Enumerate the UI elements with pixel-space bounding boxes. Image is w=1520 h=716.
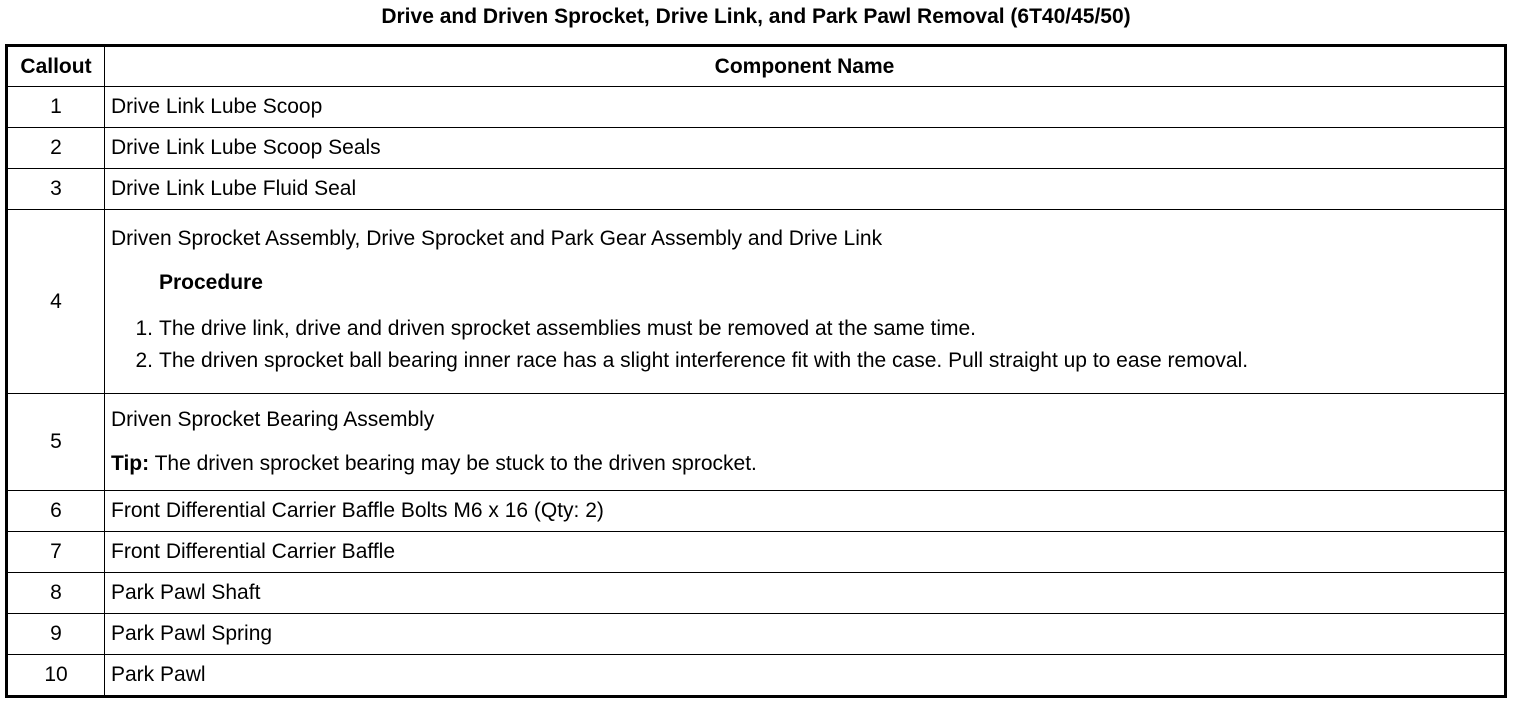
step-text: The drive link, drive and driven sprocket assemblies must be removed at the same time. [159, 316, 977, 340]
tip-label: Tip: [111, 452, 150, 475]
component-name-cell [105, 394, 1506, 491]
step-number: 1. [135, 316, 153, 340]
component-name-cell: Park Pawl [105, 655, 1506, 697]
component-name-cell: Drive Link Lube Scoop [105, 87, 1506, 128]
table-row [7, 128, 1506, 169]
component-name-cell: Front Differential Carrier Baffle Bolts M6 x 16 (Qty: 2) [105, 491, 1506, 532]
callout-column-header: Callout [7, 46, 105, 87]
table-row [7, 491, 1506, 532]
table-header-row [7, 46, 1506, 87]
callout-cell: 7 [7, 532, 105, 573]
component-name-column-header: Component Name [105, 46, 1506, 87]
callout-cell: 8 [7, 573, 105, 614]
step-number: 2. [135, 348, 153, 372]
tip-note [111, 452, 1498, 476]
page-title: Drive and Driven Sprocket, Drive Link, and Park Pawl Removal (6T40/45/50) [381, 5, 1131, 28]
component-name-cell: Front Differential Carrier Baffle [105, 532, 1506, 573]
callout-cell: 6 [7, 491, 105, 532]
component-name-cell [105, 210, 1506, 394]
component-name-cell: Park Pawl Spring [105, 614, 1506, 655]
callout-cell: 9 [7, 614, 105, 655]
callout-cell: 3 [7, 169, 105, 210]
table-row [7, 169, 1506, 210]
components-table [5, 44, 1507, 698]
table-row [7, 614, 1506, 655]
component-name-cell: Drive Link Lube Scoop Seals [105, 128, 1506, 169]
callout-cell: 10 [7, 655, 105, 697]
procedure-step [135, 313, 1498, 345]
procedure-heading: Procedure [159, 270, 263, 294]
component-name-cell: Drive Link Lube Fluid Seal [105, 169, 1506, 210]
callout-cell: 2 [7, 128, 105, 169]
callout-cell: 5 [7, 394, 105, 491]
procedure-steps [111, 313, 1498, 377]
component-name-cell: Park Pawl Shaft [105, 573, 1506, 614]
step-text: The driven sprocket ball bearing inner race has a slight interference fit with the case. Pull straight up to ease removal. [159, 348, 1249, 372]
component-name-text: Driven Sprocket Assembly, Drive Sprocket and Park Gear Assembly and Drive Link [111, 226, 883, 250]
callout-cell: 1 [7, 87, 105, 128]
procedure-step [135, 345, 1498, 377]
callout-cell: 4 [7, 210, 105, 394]
component-name-text: Driven Sprocket Bearing Assembly [111, 408, 435, 431]
table-row [7, 573, 1506, 614]
table-row [7, 532, 1506, 573]
table-row [7, 87, 1506, 128]
tip-text: The driven sprocket bearing may be stuck to the driven sprocket. [149, 452, 757, 475]
table-row [7, 394, 1506, 491]
table-row [7, 210, 1506, 394]
table-row [7, 655, 1506, 697]
